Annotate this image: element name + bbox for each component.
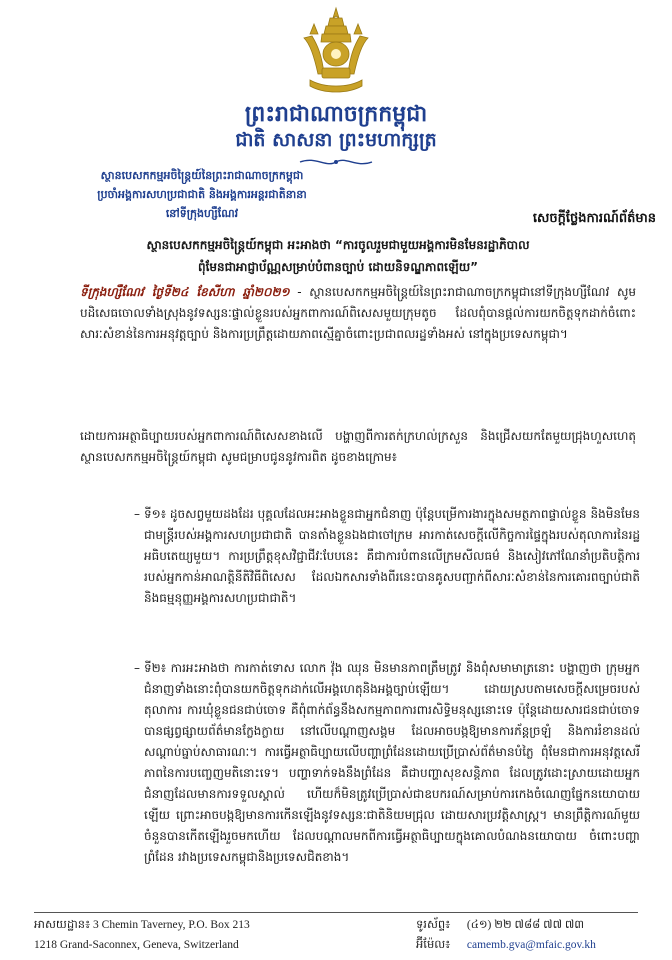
address-line: 3 Chemin Taverney, P.O. Box 213 (93, 919, 250, 931)
bullet-dash: – (134, 507, 140, 521)
email-link[interactable]: camemb.gva@mfaic.gov.kh (466, 939, 596, 951)
national-motto: ជាតិ សាសនា ព្រះមហាក្សត្រ (235, 129, 437, 151)
item-text: ទី២៖ ការអះអាងថា ការកាត់ទោស លោក វ៉ុង ឈុន មិនមានភាពត្រឹមត្រូវ និងពុំសមាមាត្រនោះ បង្ហាញថា ក្រុមអ្នកជំនាញទាំងនោះពុំបានយកចិត្តទុកដាក់លើអង្គហេតុនិងអង្គច្បាប់ឡើយ។ ដោយស្របតាមសេចក្តីសម្រេចរបស់តុលាការ ការឃុំខ្លួនជនជាប់ចោទ គឺពុំពាក់ព័ន្ធនឹងសកម្មភាពការពារសិទ្ធិមនុស្សនោះទេ ប៉ុន្តែដោយសារជនជាប់ចោទបានផ្សព្វផ្សាយព័ត៌មានក្លែងក្លាយ នៅលើបណ្តាញសង្គម ដែលអាចបង្កឱ្យមានការភ័ន្តច្រឡំ និងការរំខានដល់សណ្តាប់ធ្នាប់សាធារណៈ។ ការធ្វើអត្ថាធិប្បាយលើបញ្ហាព្រំដែនដោយប្រើប្រាស់ព័ត៌មានបំភ្លៃ ពុំមែនជាការអនុវត្តសេរីភាពនៃការបញ្ចេញមតិនោះទេ។ បញ្ហាទាក់ទងនឹងព្រំដែន គឺជាបញ្ហាសុខសន្តិភាព ដែលត្រូវដោះស្រាយដោយអ្នកជំនាញដែលមានការទទួលស្គាល់ ហើយក៏មិនត្រូវប្រើប្រាស់ជាឧបករណ៍សម្រាប់ការកេងចំណេញផ្នែកនយោបាយឡើយ ព្រោះអាចបង្កឱ្យមានការកើនឡើងនូវទស្សនៈជាតិនិយមជ្រុល ដោយសារប្រវត្តិសាស្ត្រ។ មានព្រឹត្តិការណ៍មួយចំនួនបានកើតឡើងរួចមកហើយ ដែលបណ្តាលមកពីការធ្វើអត្ថាធិប្បាយក្នុងគោលបំណងនយោបាយ ចំពោះបញ្ហាព្រំដែន រវាងប្រទេសកម្ពុជានិងប្រទេសជិតខាង។ (144, 661, 640, 864)
footer-contact (416, 915, 596, 955)
paragraph-context: ដោយការអត្ថាធិប្បាយរបស់អ្នកពាការណ៍ពិសេសខាងលើ បង្ហាញពីការតក់ក្រហល់ក្រសួន និងជ្រើសយកតែមួយជ្រុងហួសហេតុ ស្ថានបេសកកម្មអចិន្ត្រៃយ៍កម្ពុជា សូមជម្រាបជូននូវការពិត ដូចខាងក្រោម៖ (80, 429, 636, 464)
document-type: សេចក្តីថ្លែងការណ៍ព័ត៌មាន (532, 211, 656, 226)
sender-line: ស្ថានបេសកកម្មអចិន្ត្រៃយ៍នៃព្រះរាជាណាចក្រកម្ពុជា (100, 169, 304, 182)
footer-divider (34, 912, 638, 913)
list-item (134, 658, 640, 868)
paragraph-intro (80, 282, 636, 345)
item-text: ទី១៖ ដូចសព្វមួយដងដែរ បុគ្គលដែលអះអាងខ្លួនជាអ្នកជំនាញ ប៉ុន្តែបម្រើការងារក្នុងសមត្ថភាពផ្ទាល់ខ្លួន និងមិនមែនជាមន្ត្រីរបស់អង្គការសហប្រជាជាតិ បានតាំងខ្លួនឯងជាចៅក្រម អារកាត់សេចក្តីលើកិច្ចការផ្ទៃក្នុងរបស់តុលាការនៃរដ្ឋអធិបតេយ្យមួយ។ ការប្រព្រឹត្តខុសវិជ្ជាជីវៈបែបនេះ គឺជាការបំពានលើក្រមសីលធម៌ និងសៀវភៅណែនាំប្រតិបត្តិការរបស់អ្នកកាន់អាណត្តិនីតិវិធីពិសេស ដែលឯកសារទាំងពីរនេះបានគូសបញ្ជាក់ពីសារៈសំខាន់នៃការគោរពច្បាប់ជាតិ និងធម្មនុញ្ញអង្គការសហប្រជាជាតិ។ (144, 507, 640, 605)
address-line: 1218 Grand-Saconnex, Geneva, Switzerland (34, 939, 239, 951)
phone-label: ទូរស័ព្ទ៖ (416, 919, 451, 931)
sender-line: ប្រចាំអង្គការសហប្រជាជាតិ និងអង្គការអន្តរជាតិនានា (97, 188, 307, 201)
royal-emblem-icon (296, 4, 376, 96)
list-item (134, 504, 640, 609)
bullet-dash: – (134, 661, 140, 675)
sender-block (42, 166, 362, 223)
dateline: ទីក្រុងហ្សឺណែវ ថ្ងៃទី២៤ ខែសីហា ឆ្នាំ២០២១ (80, 285, 290, 299)
kingdom-name: ព្រះរាជាណាចក្រកម្ពុជា (244, 102, 428, 127)
headline-line: ពុំមែនជាអាជ្ញាប័ណ្ណសម្រាប់បំពានច្បាប់ ដោយនិទណ្ឌភាពឡើយ” (197, 260, 479, 274)
footer-address (34, 915, 250, 955)
headline (38, 234, 638, 278)
sender-line: នៅទីក្រុងហ្សឺណែវ (165, 207, 239, 220)
intro-text: - ស្ថានបេសកកម្មអចិន្ត្រៃយ៍នៃព្រះរាជាណាចក្រកម្ពុជានៅទីក្រុងហ្សឺណែវ សូមបដិសេធចោលទាំងស្រុងនូវទស្សនៈផ្ទាល់ខ្លួនរបស់អ្នកពាការណ៍ពិសេសមួយក្រុមតូច ដែលពុំបានផ្តល់ការយកចិត្តទុកដាក់ចំពោះសារៈសំខាន់នៃការអនុវត្តច្បាប់ និងការប្រព្រឹត្តដោយភាពស្មើគ្នាចំពោះប្រជាពលរដ្ឋទាំងអស់ នៅក្នុងប្រទេសកម្ពុជា។ (80, 285, 636, 341)
headline-line: ស្ថានបេសកកម្មអចិន្ត្រៃយ៍កម្ពុជា អះអាងថា “ការចូលរួមជាមួយអង្គការមិនមែនរដ្ឋាភិបាល (146, 238, 530, 252)
address-label: អាសយដ្ឋាន៖ (34, 919, 91, 931)
email-label: អ៊ីម៉ែល៖ (416, 939, 451, 951)
phone-number: (៤១) ២២ ៧៨៨ ៧៧ ៧៣ (466, 919, 585, 931)
